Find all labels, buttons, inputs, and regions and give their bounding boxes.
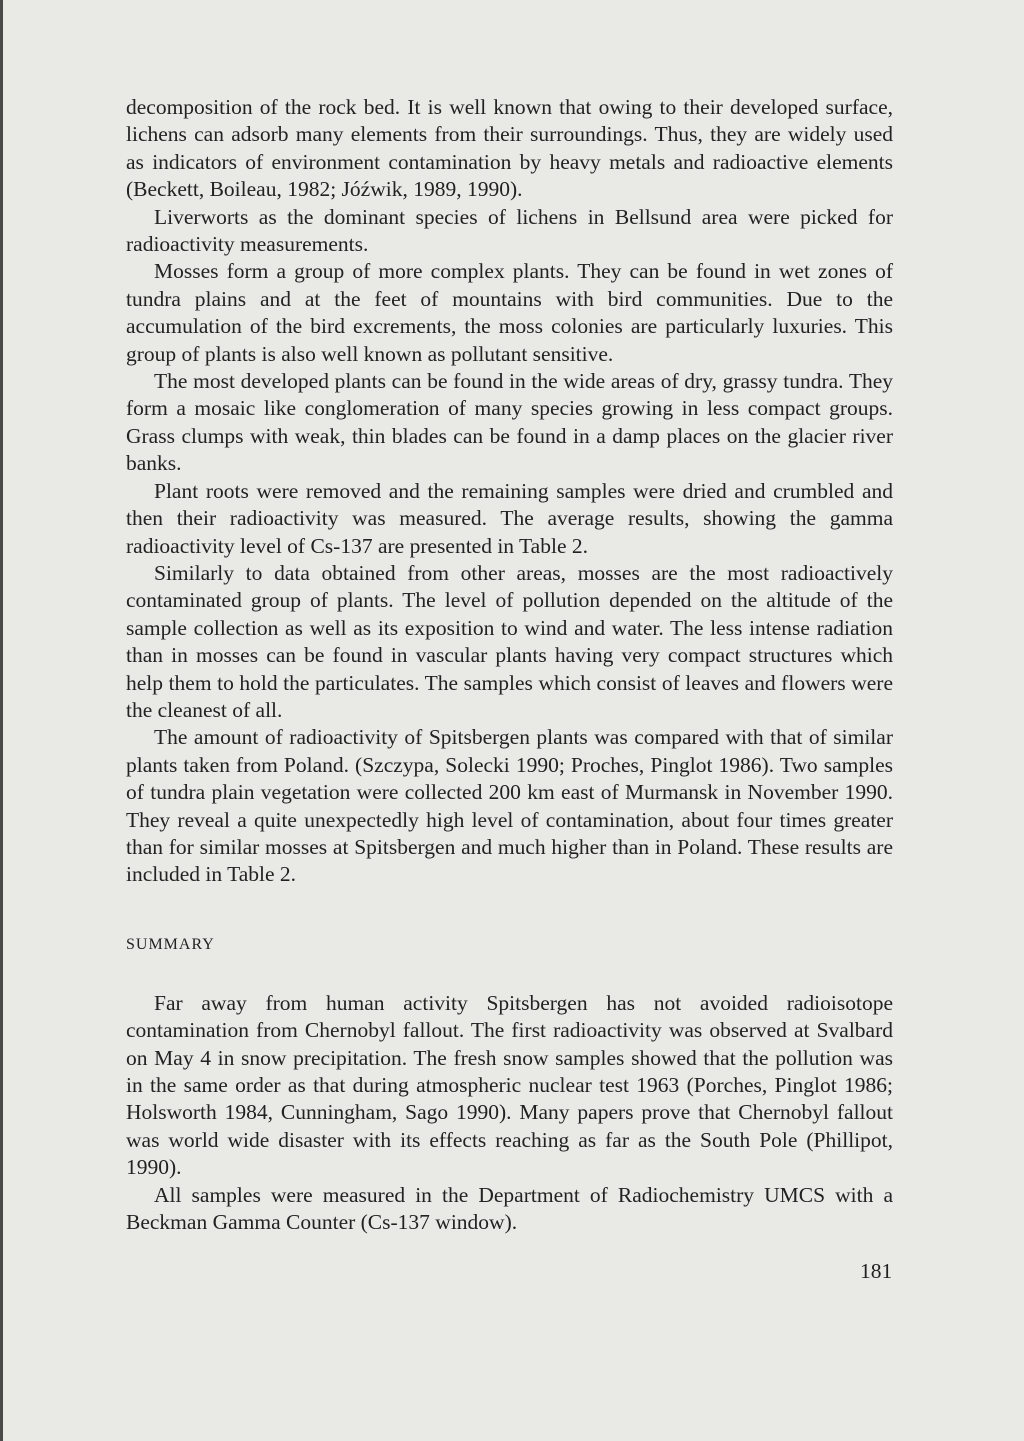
text-body: [126, 94, 893, 1236]
page-number: 181: [860, 1259, 893, 1283]
paragraph: Plant roots were removed and the remaining samples were dried and crumbled and then their radioactivity was measured. The average results, showing the gamma radioactivity level of Cs-137 are presented in Table 2.: [126, 478, 893, 558]
paragraph: Liverworts as the dominant species of lichens in Bellsund area were picked for radioactivity measurements.: [126, 204, 893, 257]
paragraph: decomposition of the rock bed. It is well known that owing to their developed surface, lichens can adsorb many elements from their surroundings. Thus, they are widely used as indicators of environment contamination by heavy metals and radioactive elements (Beckett, Boileau, 1982; Jóźwik, 1989, 1990).: [126, 95, 893, 202]
paragraph: The most developed plants can be found in the wide areas of dry, grassy tundra. They form a mosaic like conglomeration of many species growing in less compact groups. Grass clumps with weak, thin blades can be found in a damp places on the glacier river banks.: [126, 369, 893, 476]
paragraph: Similarly to data obtained from other areas, mosses are the most radioactively contaminated group of plants. The level of pollution depended on the altitude of the sample collection as well as its exposition to wind and water. The less intense radiation than in mosses can be found in vascular plants having very compact structures which help them to hold the particulates. The samples which consist of leaves and flowers were the cleanest of all.: [126, 560, 893, 722]
paragraph: Mosses form a group of more complex plants. They can be found in wet zones of tundra plains and at the feet of mountains with bird communities. Due to the accumulation of the bird excrements, the moss colonies are particularly luxuries. This group of plants is also well known as pollutant sensitive.: [126, 259, 893, 366]
paragraph: Far away from human activity Spitsbergen has not avoided radioisotope contamination from Chernobyl fallout. The first radioactivity was observed at Svalbard on May 4 in snow precipitation. The fresh snow samples showed that the pollution was in the same order as that during atmospheric nuclear test 1963 (Porches, Pinglot 1986; Holsworth 1984, Cunningham, Sago 1990). Many papers prove that Chernobyl fallout was world wide disaster with its effects reaching as far as the South Pole (Phillipot, 1990).: [126, 990, 893, 1180]
paragraph: The amount of radioactivity of Spitsbergen plants was compared with that of similar plants taken from Poland. (Szczypa, Solecki 1990; Proches, Pinglot 1986). Two samples of tundra plain vegetation were collected 200 km east of Murmansk in November 1990. They reveal a quite unexpectedly high level of contamination, about four times greater than for similar mosses at Spitsbergen and much higher than in Poland. These results are included in Table 2.: [126, 725, 893, 887]
section-heading: SUMMARY: [126, 935, 215, 953]
paragraph: All samples were measured in the Department of Radiochemistry UMCS with a Beckman Gamma Counter (Cs-137 window).: [126, 1182, 893, 1235]
